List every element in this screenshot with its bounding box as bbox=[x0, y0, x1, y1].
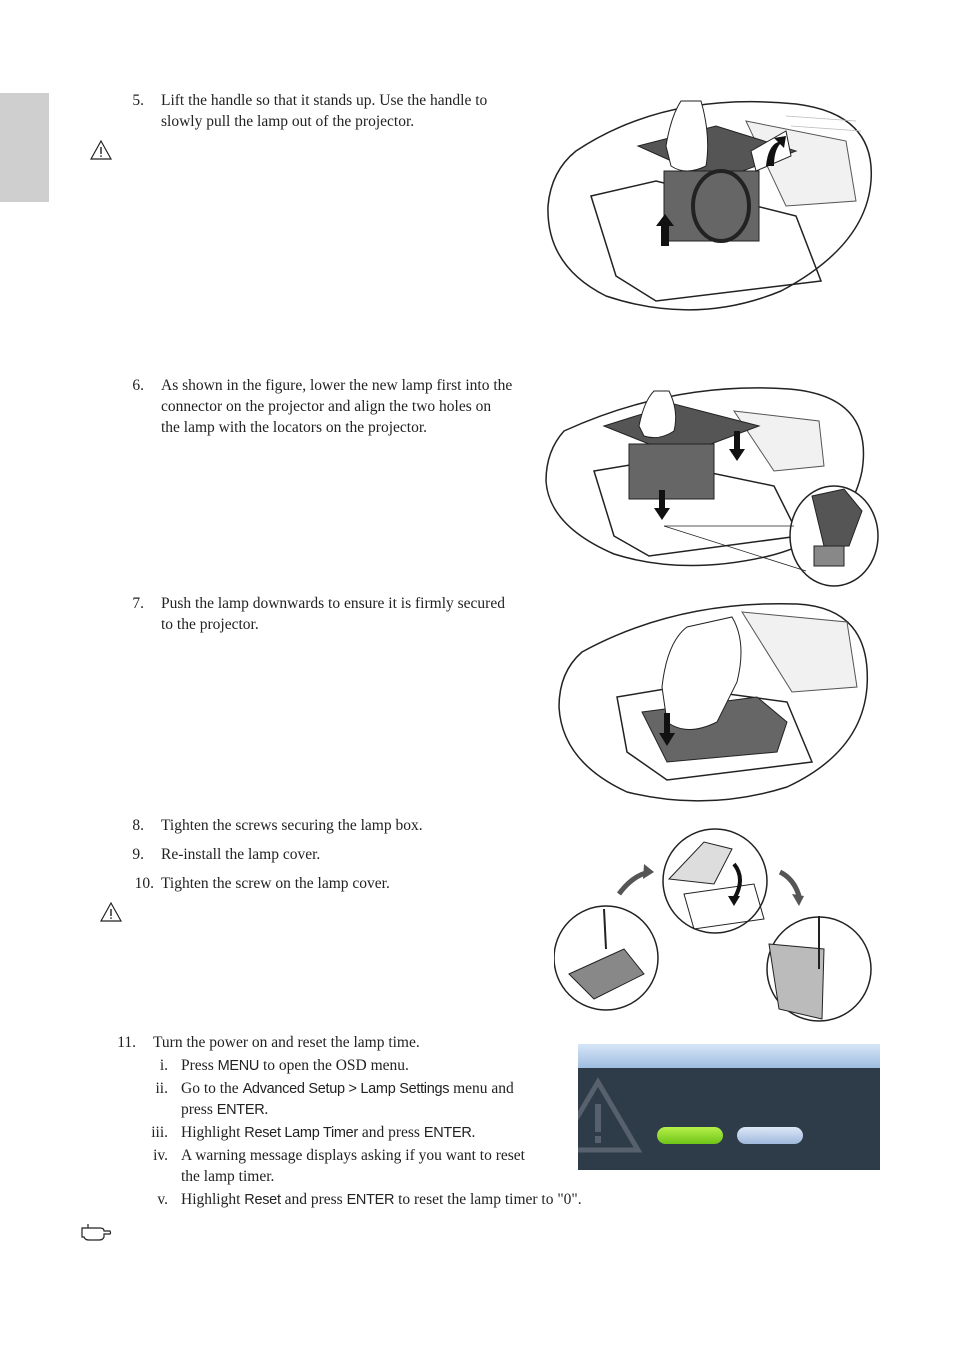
substep-iv-line-1: A warning message displays asking if you want to reset bbox=[181, 1147, 525, 1164]
warning-icon bbox=[100, 902, 122, 922]
osd-warning-dialog bbox=[578, 1044, 880, 1170]
step-11-text: Turn the power on and reset the lamp time. bbox=[153, 1034, 420, 1051]
step-8-text: Tighten the screws securing the lamp box. bbox=[161, 817, 423, 834]
step-6-line-1: As shown in the figure, lower the new lamp first into the bbox=[161, 377, 513, 394]
step-8-number: 8. bbox=[132, 817, 144, 834]
substep-iv-number: iv. bbox=[153, 1147, 168, 1164]
osd-warning-icon bbox=[578, 1074, 642, 1154]
lamp-push-down-illustration bbox=[557, 602, 871, 806]
step-7-line-1: Push the lamp downwards to ensure it is firmly secured bbox=[161, 595, 505, 612]
step-6-line-2: connector on the projector and align the two holes on bbox=[161, 398, 492, 415]
substep-iii-text: Highlight Reset Lamp Timer and press ENTER. bbox=[181, 1124, 476, 1141]
substep-iv-line-2: the lamp timer. bbox=[181, 1168, 275, 1185]
step-10-number: 10. bbox=[134, 875, 154, 892]
step-5-number: 5. bbox=[132, 92, 144, 109]
substep-ii-line-1: Go to the Advanced Setup > Lamp Settings menu and bbox=[181, 1080, 514, 1097]
osd-reset-button[interactable] bbox=[657, 1127, 723, 1144]
step-5-line-2: slowly pull the lamp out of the projector. bbox=[161, 113, 415, 130]
step-7-line-2: to the projector. bbox=[161, 616, 259, 633]
note-hand-icon bbox=[80, 1222, 112, 1242]
osd-cancel-button[interactable] bbox=[737, 1127, 803, 1144]
warning-icon bbox=[90, 140, 112, 160]
substep-iii-number: iii. bbox=[151, 1124, 168, 1141]
lamp-insert-illustration bbox=[544, 386, 880, 590]
step-9-number: 9. bbox=[132, 846, 144, 863]
step-7-number: 7. bbox=[132, 595, 144, 612]
substep-v-number: v. bbox=[157, 1191, 168, 1208]
substep-i-number: i. bbox=[159, 1057, 168, 1074]
chapter-tab bbox=[0, 93, 49, 202]
substep-i-text: Press MENU to open the OSD menu. bbox=[181, 1057, 409, 1074]
lamp-cover-reinstall-illustration bbox=[554, 824, 874, 1022]
substep-ii-number: ii. bbox=[155, 1080, 168, 1097]
step-5-line-1: Lift the handle so that it stands up. Use the handle to bbox=[161, 92, 488, 109]
step-9-text: Re-install the lamp cover. bbox=[161, 846, 321, 863]
step-10-text: Tighten the screw on the lamp cover. bbox=[161, 875, 390, 892]
substep-v-text: Highlight Reset and press ENTER to reset the lamp timer to "0". bbox=[181, 1191, 582, 1208]
substep-ii-line-2: press ENTER. bbox=[181, 1101, 269, 1118]
step-11-number: 11. bbox=[117, 1034, 136, 1051]
osd-title-bar bbox=[578, 1044, 880, 1068]
step-6-number: 6. bbox=[132, 377, 144, 394]
lamp-removal-illustration bbox=[546, 96, 876, 312]
step-6-line-3: the lamp with the locators on the projector. bbox=[161, 419, 428, 436]
